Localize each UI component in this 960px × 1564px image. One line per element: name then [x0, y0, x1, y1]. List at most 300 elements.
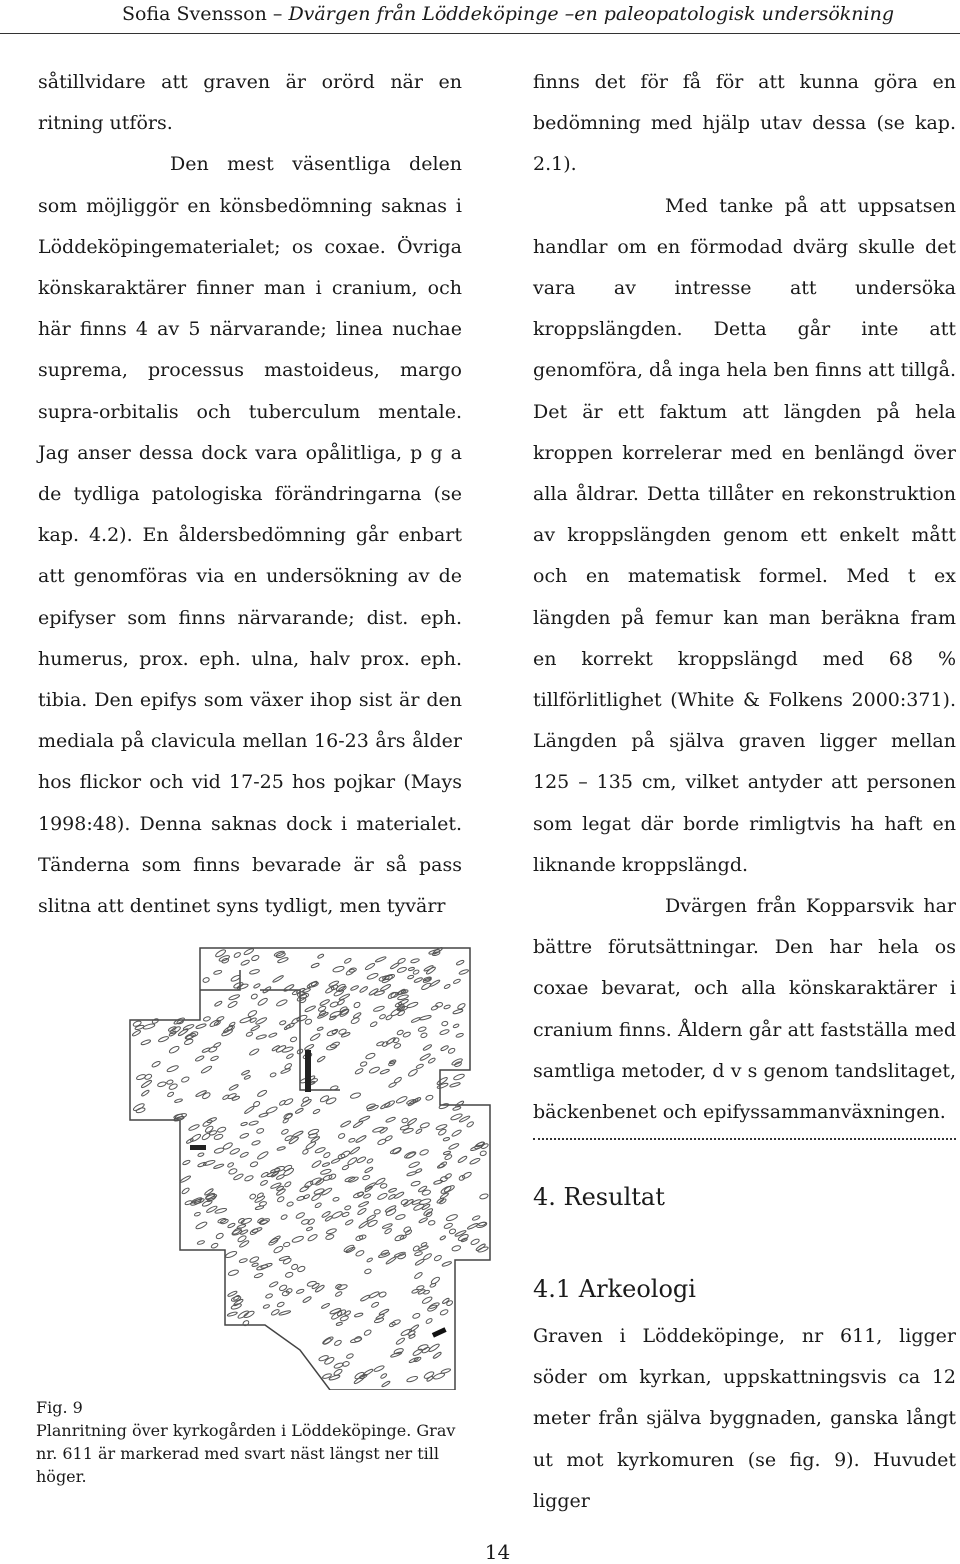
- grave-mark: [394, 1043, 402, 1049]
- grave-mark: [377, 1138, 387, 1146]
- running-header: [0, 0, 960, 34]
- grave-mark: [458, 1175, 465, 1182]
- grave-mark: [366, 1257, 373, 1262]
- page-number: 14: [484, 1540, 511, 1564]
- grave-mark: [394, 1076, 403, 1083]
- grave-mark: [469, 1157, 480, 1165]
- grave-mark: [453, 1023, 460, 1028]
- grave-mark: [448, 1143, 459, 1151]
- grave-mark: [338, 1133, 346, 1140]
- grave-mark: [317, 1027, 324, 1031]
- grave-mark: [270, 1182, 281, 1189]
- grave-mark: [395, 1214, 406, 1221]
- grave-mark: [181, 1187, 190, 1195]
- grave-mark: [443, 1137, 450, 1142]
- grave-mark: [333, 1197, 340, 1202]
- grave-mark: [202, 1092, 211, 1100]
- grave-mark: [335, 1291, 343, 1297]
- grave-mark: [408, 1334, 415, 1339]
- grave-mark: [350, 1092, 361, 1099]
- grave-mark: [354, 1068, 363, 1075]
- figure-caption: [36, 1396, 476, 1488]
- grave-mark: [419, 1015, 431, 1021]
- grave-mark: [423, 1253, 433, 1261]
- grave-mark: [444, 984, 451, 990]
- grave-mark: [371, 1301, 380, 1308]
- grave-mark: [194, 1212, 201, 1217]
- grave-mark: [259, 1112, 269, 1117]
- grave-mark: [416, 1063, 424, 1069]
- grave-mark: [411, 1289, 418, 1294]
- grave-mark: [350, 1017, 360, 1025]
- grave-mark: [210, 1055, 219, 1061]
- grave-mark: [320, 1168, 331, 1175]
- grave-mark: [444, 1173, 452, 1180]
- grave-mark: [440, 1045, 449, 1051]
- grave-mark: [283, 1242, 290, 1248]
- plan-dark-feature: [305, 1050, 311, 1092]
- grave-mark: [429, 979, 440, 987]
- grave-mark: [227, 1222, 235, 1228]
- grave-mark: [244, 1175, 254, 1182]
- grave-mark: [457, 1155, 467, 1163]
- grave-mark: [353, 1191, 365, 1199]
- grave-mark: [284, 1024, 291, 1030]
- grave-mark: [372, 1126, 385, 1133]
- grave-mark: [311, 1282, 320, 1289]
- grave-mark: [355, 1249, 365, 1257]
- grave-mark: [366, 1103, 376, 1110]
- grave-mark: [295, 1107, 304, 1114]
- grave-mark: [377, 1192, 388, 1200]
- grave-mark: [283, 984, 294, 992]
- grave-mark: [227, 1000, 238, 1008]
- grave-mark: [338, 1028, 347, 1035]
- grave-mark: [354, 1336, 362, 1343]
- grave-mark: [441, 1021, 448, 1027]
- grave-mark: [365, 962, 376, 970]
- grave-mark: [365, 1052, 376, 1060]
- grave-mark: [369, 1066, 381, 1074]
- grave-mark: [359, 1115, 371, 1122]
- grave-mark: [380, 1069, 390, 1075]
- grave-mark: [260, 1263, 272, 1269]
- subsection-heading: 4.1 Arkeologi: [533, 1275, 696, 1303]
- grave-mark: [397, 966, 407, 973]
- grave-mark: [141, 1039, 151, 1046]
- grave-mark: [356, 1156, 366, 1164]
- grave-mark: [180, 1175, 192, 1183]
- grave-mark: [364, 1166, 373, 1173]
- grave-mark: [379, 1014, 386, 1020]
- grave-mark: [300, 1098, 312, 1107]
- grave-mark: [396, 1095, 408, 1104]
- grave-mark: [434, 1254, 443, 1261]
- grave-mark: [373, 1005, 385, 1012]
- grave-mark: [373, 1365, 384, 1373]
- grave-mark: [279, 1020, 286, 1025]
- grave-mark: [420, 1122, 430, 1129]
- grave-mark: [413, 969, 420, 975]
- grave-mark: [203, 1159, 215, 1166]
- grave-mark: [225, 1250, 238, 1259]
- grave-mark: [222, 1094, 229, 1100]
- figure-caption-text: Planritning över kyrkogården i Löddeköpinge. Grav nr. 611 är markerad med svart näst längst ner till höger.: [36, 1421, 456, 1486]
- grave-mark: [331, 1158, 341, 1164]
- grave-mark: [281, 1128, 289, 1135]
- grave-mark: [350, 985, 359, 991]
- grave-mark: [257, 997, 268, 1006]
- grave-mark: [367, 972, 379, 980]
- grave-mark: [380, 1102, 391, 1110]
- grave-mark: [378, 1291, 386, 1298]
- grave-mark: [215, 949, 227, 959]
- grave-mark: [331, 1210, 343, 1219]
- grave-mark: [256, 1128, 264, 1134]
- grave-mark: [213, 1042, 221, 1048]
- grave-mark: [286, 1201, 293, 1207]
- grave-mark: [313, 1109, 321, 1115]
- grave-mark: [412, 1245, 420, 1252]
- grave-mark: [197, 1240, 205, 1245]
- grave-mark: [195, 1055, 205, 1062]
- grave-mark: [213, 1163, 224, 1169]
- grave-mark: [168, 1045, 180, 1054]
- grave-mark: [344, 958, 352, 965]
- plan-outline: [130, 948, 490, 1390]
- grave-mark: [394, 1234, 404, 1242]
- grave-mark: [227, 1311, 238, 1317]
- grave-mark: [425, 1094, 433, 1100]
- grave-mark: [407, 975, 414, 980]
- grave-mark: [254, 1273, 263, 1279]
- grave-mark: [406, 1375, 418, 1382]
- figure-label: Fig. 9: [36, 1398, 83, 1417]
- grave-mark: [345, 1219, 354, 1226]
- grave-mark: [334, 1362, 344, 1369]
- grave-mark: [374, 1317, 384, 1324]
- grave-mark: [277, 1196, 285, 1203]
- grave-mark: [216, 1016, 224, 1022]
- grave-mark: [158, 1036, 169, 1043]
- grave-mark: [459, 1115, 471, 1123]
- grave-mark: [453, 1009, 464, 1015]
- grave-mark: [332, 965, 344, 973]
- grave-mark: [344, 1205, 351, 1210]
- grave-mark: [395, 1337, 405, 1345]
- grave-mark: [132, 1030, 141, 1037]
- grave-mark: [233, 982, 244, 990]
- grave-mark: [239, 1016, 251, 1023]
- grave-mark: [443, 1184, 455, 1193]
- grave-mark: [319, 1095, 329, 1103]
- grave-mark: [157, 1081, 166, 1087]
- grave-mark: [458, 1233, 470, 1242]
- grave-mark: [214, 1000, 222, 1006]
- grave-mark: [206, 1205, 218, 1213]
- grave-mark: [456, 1033, 464, 1038]
- grave-mark: [285, 1271, 294, 1278]
- grave-mark: [229, 1084, 239, 1091]
- grave-mark: [249, 1228, 258, 1236]
- grave-mark: [323, 1152, 331, 1159]
- grave-mark: [374, 990, 385, 996]
- grave-mark: [229, 1148, 240, 1156]
- grave-mark: [280, 1214, 287, 1220]
- grave-mark: [307, 1233, 318, 1242]
- grave-mark: [322, 1373, 332, 1379]
- left-paragraph-2: Den mest väsentliga delen som möjliggör en könsbedömning saknas i Löddeköpingematerialet; os coxae. Övriga könskaraktärer finner man i cranium, och här finns 4 av 5 närvarande; linea nuchae suprema, processus mastoideus, margo supra-orbitalis och tuberculum mentale. Jag anser dessa dock vara opålitliga, p g a de tydliga patologiska förändringarna (se kap. 4.2). En åldersbedömning går enbart att genomföras via en undersökning av de epifyser som finns närvarande; dist. eph. humerus, prox. eph. ulna, halv prox. eph. tibia. Den epifys som växer ihop sist är den mediala på clavicula mellan 16-23 års ålder hos flickor och vid 17-25 hos pojkar (Mays 1998:48). Denna saknas dock i materialet. Tänderna som finns bevarade är så pass slitna att dentinet syns tydligt, men tyvärr: [38, 153, 462, 918]
- grave-mark: [423, 1044, 432, 1051]
- grave-mark: [202, 977, 210, 983]
- grave-mark: [449, 1228, 457, 1234]
- grave-mark: [390, 962, 400, 969]
- grave-mark: [380, 1183, 388, 1189]
- grave-mark: [439, 1309, 448, 1316]
- grave-mark: [201, 1065, 213, 1074]
- grave-mark: [415, 1258, 425, 1266]
- grave-mark: [402, 1127, 413, 1134]
- grave-mark: [340, 1120, 351, 1128]
- grave-mark: [364, 1268, 372, 1274]
- grave-mark: [271, 1309, 280, 1317]
- grave-mark: [249, 969, 260, 975]
- grave-mark: [443, 1222, 453, 1229]
- grave-mark: [411, 1017, 421, 1023]
- grave-mark: [268, 1032, 277, 1038]
- grave-mark: [357, 1207, 367, 1215]
- grave-mark: [277, 1146, 286, 1151]
- grave-mark: [325, 1097, 336, 1106]
- grave-mark: [412, 1313, 420, 1320]
- grave-mark: [286, 1288, 293, 1294]
- grave-mark: [329, 1010, 341, 1018]
- grave-mark: [250, 1025, 260, 1032]
- grave-mark: [239, 1240, 250, 1249]
- grave-mark: [479, 1193, 489, 1200]
- right-paragraph-2: Med tanke på att uppsatsen handlar om en förmodad dvärg skulle det vara av intresse att undersöka kroppslängden. Detta går inte att genomföra, då inga hela ben finns att tillgå. Det är ett faktum att längden på hela kroppen korrelerar med en benlängd över alla åldrar. Detta tillåter en rekonstruktion av kroppslängden genom ett enkelt mått och en matematisk formel. Med t ex längden på femur kan man beräkna fram en korrekt kroppslängd med 68 % tillförlitlighet (White & Folkens 2000:371). Längden på själva graven ligger mellan 125 – 135 cm, vilket antyder att personen som legat där borde rimligtvis ha haft en liknande kroppslängd.: [533, 194, 957, 876]
- grave-mark: [273, 1245, 284, 1254]
- grave-mark: [480, 1150, 487, 1156]
- grave-mark: [325, 986, 335, 994]
- grave-mark: [201, 1132, 211, 1141]
- grave-mark: [412, 1348, 423, 1357]
- grave-mark: [240, 1151, 249, 1158]
- grave-mark: [414, 1251, 423, 1256]
- header-title: Dvärgen från Löddeköpinge –en paleopatologisk undersökning: [288, 3, 894, 25]
- grave-mark: [237, 983, 249, 990]
- grave-mark: [322, 1336, 334, 1346]
- church-wall-line: [260, 990, 340, 1090]
- grave-mark: [306, 1226, 313, 1231]
- grave-mark: [448, 1047, 456, 1054]
- grave-mark: [407, 1171, 417, 1176]
- grave-mark: [386, 1037, 396, 1045]
- grave-mark: [297, 991, 306, 998]
- grave-mark: [340, 1150, 351, 1159]
- grave-mark: [348, 1138, 355, 1143]
- grave-mark: [442, 1261, 452, 1267]
- grave-mark: [440, 1176, 448, 1183]
- grave-mark: [249, 1193, 256, 1200]
- grave-mark: [418, 1026, 427, 1032]
- churchyard-plan-figure: [0, 930, 520, 1390]
- grave-mark: [443, 1004, 450, 1009]
- grave-mark: [182, 1159, 190, 1165]
- grave-mark: [279, 1310, 291, 1316]
- grave-mark: [370, 1021, 378, 1028]
- grave-mark: [415, 1128, 422, 1134]
- grave-mark: [385, 1256, 396, 1265]
- grave-mark: [188, 1124, 200, 1132]
- grave-mark: [360, 1061, 368, 1067]
- grave-mark: [428, 1220, 436, 1226]
- grave-pattern: [132, 947, 489, 1388]
- grave-mark: [376, 1041, 384, 1047]
- grave-mark: [363, 1193, 371, 1199]
- grave-mark: [247, 1009, 257, 1017]
- grave-mark: [325, 1234, 334, 1241]
- grave-mark: [454, 1061, 462, 1067]
- grave-mark: [195, 1221, 208, 1230]
- grave-mark: [406, 1001, 418, 1008]
- grave-mark: [304, 1005, 316, 1013]
- grave-mark: [407, 1118, 417, 1126]
- grave-mark: [441, 1368, 451, 1374]
- grave-mark: [270, 1072, 277, 1078]
- grave-mark: [256, 1034, 267, 1040]
- grave-mark: [253, 983, 260, 989]
- grave-mark: [233, 952, 241, 959]
- grave-mark: [381, 1380, 390, 1387]
- grave-mark: [250, 1161, 259, 1168]
- grave-mark: [233, 1298, 244, 1306]
- grave-mark: [292, 1235, 305, 1243]
- grave-mark: [231, 1303, 242, 1311]
- grave-mark: [408, 967, 415, 971]
- grave-mark: [380, 984, 391, 992]
- grave-mark: [228, 1168, 237, 1175]
- grave-mark: [276, 999, 288, 1007]
- grave-mark: [410, 958, 419, 964]
- grave-mark: [244, 1075, 251, 1080]
- grave-mark: [269, 1281, 279, 1288]
- right-paragraph-3: Dvärgen från Kopparsvik har bättre förutsättningar. Den har hela os coxae bevarat, och alla könskaraktärer i cranium finns. Åldern går att fastställa med samtliga metoder, d v s genom tandslitaget, bäckenbenet och epifyssammanväxningen.: [533, 895, 956, 1124]
- grave-mark: [375, 1177, 386, 1185]
- section-separator: [533, 1138, 956, 1140]
- grave-mark: [334, 1339, 342, 1346]
- grave-mark: [353, 1001, 361, 1008]
- grave-mark: [388, 1188, 397, 1193]
- grave-mark: [429, 1302, 440, 1310]
- grave-mark: [391, 1319, 401, 1326]
- grave-mark: [452, 1106, 461, 1111]
- grave-mark: [311, 963, 320, 969]
- grave-mark: [272, 975, 284, 983]
- grave-mark: [422, 1296, 433, 1305]
- grave-mark: [324, 1356, 335, 1365]
- grave-mark: [133, 1102, 146, 1111]
- grave-mark: [231, 1295, 242, 1302]
- grave-mark: [438, 1161, 447, 1169]
- grave-mark: [296, 1196, 305, 1202]
- grave-mark: [311, 1160, 322, 1169]
- grave-mark: [167, 1091, 174, 1097]
- grave-mark: [362, 1175, 370, 1181]
- grave-mark: [453, 1073, 465, 1081]
- grave-mark: [319, 999, 330, 1007]
- grave-mark: [375, 956, 387, 963]
- grave-mark: [307, 1218, 316, 1225]
- grave-mark: [166, 1065, 179, 1073]
- grave-mark: [451, 1129, 462, 1137]
- grave-mark: [385, 1116, 395, 1123]
- grave-mark: [291, 1017, 300, 1025]
- grave-mark: [457, 1002, 466, 1010]
- grave-mark: [152, 1018, 160, 1024]
- grave-mark: [197, 1152, 204, 1157]
- grave-mark: [368, 1291, 380, 1299]
- grave-mark: [279, 1100, 286, 1107]
- grave-mark: [384, 1228, 392, 1235]
- grave-mark: [241, 1122, 248, 1126]
- grave-mark: [336, 1322, 343, 1326]
- header-author: Sofia Svensson –: [121, 3, 289, 25]
- grave-mark: [425, 1318, 433, 1325]
- grave-mark: [315, 1284, 325, 1293]
- grave-mark: [239, 1133, 249, 1140]
- grave-mark: [310, 1033, 321, 1042]
- grave-mark: [355, 1135, 366, 1144]
- grave-mark: [217, 1126, 226, 1133]
- grave-mark: [136, 1074, 146, 1081]
- grave-mark: [433, 1351, 442, 1359]
- grave-mark: [347, 1156, 358, 1165]
- grave-mark: [466, 1121, 474, 1128]
- grave-mark: [302, 1296, 311, 1303]
- grave-mark: [408, 1161, 420, 1169]
- grave-mark: [390, 1351, 402, 1358]
- grave-mark: [246, 1031, 253, 1037]
- grave-mark: [249, 1120, 259, 1126]
- grave-mark: [141, 1079, 153, 1088]
- right-column: [533, 62, 956, 1133]
- grave-mark: [215, 1232, 224, 1239]
- grave-mark: [239, 1258, 248, 1263]
- grave-mark: [380, 1373, 387, 1379]
- grave-mark: [451, 1245, 461, 1252]
- grave-mark: [367, 1158, 374, 1164]
- grave-mark: [166, 1079, 173, 1085]
- grave-mark: [257, 1151, 269, 1161]
- grave-mark: [418, 1217, 427, 1224]
- grave-mark: [385, 1014, 393, 1021]
- grave-mark: [251, 954, 260, 961]
- grave-mark: [240, 959, 250, 966]
- grave-mark: [358, 1201, 369, 1208]
- left-column: [38, 62, 462, 927]
- grave-mark: [408, 1068, 419, 1077]
- grave-mark: [393, 1348, 403, 1355]
- grave-mark: [282, 1046, 294, 1053]
- grave-mark: [277, 1301, 285, 1307]
- grave-mark: [256, 1192, 264, 1199]
- section-heading: 4. Resultat: [533, 1183, 665, 1211]
- grave-mark: [304, 1044, 314, 1052]
- grave-mark: [251, 1140, 260, 1146]
- grave-mark: [419, 1149, 429, 1156]
- grave-mark: [211, 1242, 219, 1248]
